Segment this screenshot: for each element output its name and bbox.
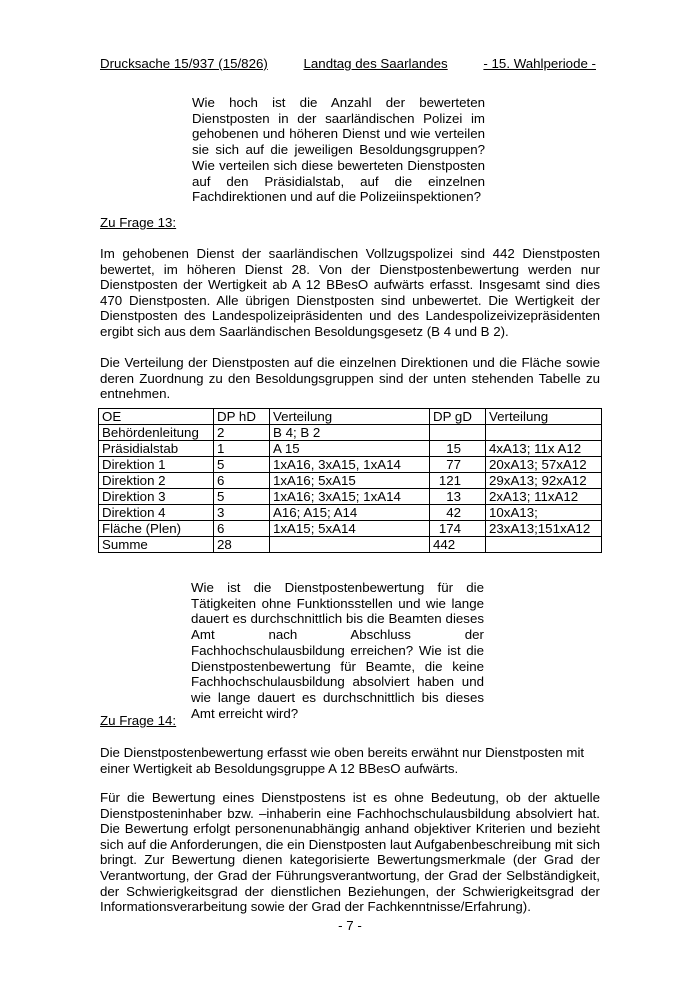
table-cell-dp-gd: 174 bbox=[430, 521, 486, 537]
answer-13-heading-label: Zu Frage 13: bbox=[100, 215, 177, 230]
table-row bbox=[99, 505, 602, 521]
table-cell-verteilung-gd: 23xA13;151xA12 bbox=[486, 521, 602, 537]
table-cell-verteilung-hd: B 4; B 2 bbox=[270, 425, 430, 441]
answer-14-paragraph-2: Für die Bewertung eines Dienstpostens ist es ohne Bedeutung, ob der aktuelle Dienstposteninhaber bzw. –inhaberin eine Fachhochschulausbildung absolviert hat. Die Bewertung erfolgt personenunabhängig anhand objektiver Kriterien und bezieht sich auf die Anforderungen, die ein Dienstposten laut Aufgabenbeschreibung mit sich bringt. Zur Bewertung dienen kategorisierte Bewertungsmerkmale (der Grad der Verantwortung, der Grad der Führungsverantwortung, der Grad der Selbständigkeit, der Schwierigkeitsgrad der dienstlichen Beziehungen, der Schwierigkeitsgrad der Informationsverarbeitung sowie der Grad der Fachkenntnisse/Erfahrung). bbox=[100, 790, 600, 915]
table-cell-oe: Direktion 4 bbox=[99, 505, 214, 521]
table-cell-oe: Präsidialstab bbox=[99, 441, 214, 457]
table-header-cell: Verteilung bbox=[270, 409, 430, 425]
table-cell-verteilung-gd: 10xA13; bbox=[486, 505, 602, 521]
answer-13-paragraph-1: Im gehobenen Dienst der saarländischen Vollzugspolizei sind 442 Dienstposten bewertet, im höheren Dienst 28. Von der Dienstpostenbewertung werden nur Dienstposten der Wertigkeit ab A 12 BBesO aufwärts erfasst. Insgesamt sind dies 470 Dienstposten. Alle übrigen Dienstposten sind unbewertet. Die Wertigkeit der Dienstposten des Landespolizeipräsidenten und des Landespolizeivizepräsidenten ergibt sich aus dem Saarländischen Besoldungsgesetz (B 4 und B 2). bbox=[100, 246, 600, 339]
table-header-cell: OE bbox=[99, 409, 214, 425]
answer-13-paragraph-2: Die Verteilung der Dienstposten auf die einzelnen Direktionen und die Fläche sowie deren Zuordnung zu den Besoldungsgruppen sind der unten stehenden Tabelle zu entnehmen. bbox=[100, 355, 600, 402]
question-14-text: Wie ist die Dienstpostenbewertung für die Tätigkeiten ohne Funktionsstellen und wie lange dauert es durchschnittlich bis die Beamten dieses Amt nach Abschluss der Fachhochschulausbildung erreichen? Wie ist die Dienstpostenbewertung für Beamte, die keine Fachhochschulausbildung absolviert haben und wie lange dauert es durchschnittlich bis dieses Amt erreicht wird? bbox=[191, 580, 484, 721]
header-wahlperiode: - 15. Wahlperiode - bbox=[483, 56, 596, 71]
table-cell-oe: Summe bbox=[99, 537, 214, 553]
table-cell-dp-gd: 13 bbox=[430, 489, 486, 505]
table-cell-verteilung-gd bbox=[486, 537, 602, 553]
table-cell-verteilung-hd: A 15 bbox=[270, 441, 430, 457]
table-row bbox=[99, 457, 602, 473]
answer-14-heading bbox=[100, 713, 176, 729]
table-cell-dp-gd: 442 bbox=[430, 537, 486, 553]
table-header-cell: DP hD bbox=[214, 409, 270, 425]
table-cell-dp-hd: 6 bbox=[214, 473, 270, 489]
table-cell-verteilung-hd: 1xA16; 3xA15; 1xA14 bbox=[270, 489, 430, 505]
table-header-cell: Verteilung bbox=[486, 409, 602, 425]
table-row bbox=[99, 425, 602, 441]
dienstposten-table bbox=[98, 408, 602, 553]
table-cell-dp-hd: 6 bbox=[214, 521, 270, 537]
table-cell-oe: Behördenleitung bbox=[99, 425, 214, 441]
table-cell-oe: Direktion 2 bbox=[99, 473, 214, 489]
table-cell-verteilung-hd: 1xA16; 5xA15 bbox=[270, 473, 430, 489]
table-cell-dp-gd: 121 bbox=[430, 473, 486, 489]
header-drucksache: Drucksache 15/937 (15/826) bbox=[100, 56, 268, 71]
table-cell-verteilung-hd: 1xA16, 3xA15, 1xA14 bbox=[270, 457, 430, 473]
table-row bbox=[99, 521, 602, 537]
answer-13-heading bbox=[100, 215, 176, 231]
table-header-cell: DP gD bbox=[430, 409, 486, 425]
table-cell-oe: Direktion 3 bbox=[99, 489, 214, 505]
table-cell-dp-gd bbox=[430, 425, 486, 441]
table-row bbox=[99, 473, 602, 489]
table-cell-verteilung-gd: 29xA13; 92xA12 bbox=[486, 473, 602, 489]
table-cell-dp-hd: 2 bbox=[214, 425, 270, 441]
question-13-text: Wie hoch ist die Anzahl der bewerteten Dienstposten in der saarländischen Polizei im gehobenen und höheren Dienst und wie verteilen sie sich auf die jeweiligen Besoldungsgruppen? Wie verteilen sich diese bewerteten Dienstposten auf den Präsidialstab, auf die einzelnen Fachdirektionen und auf die Polizeiinspektionen? bbox=[192, 95, 485, 205]
table-header-row bbox=[99, 409, 602, 425]
header-landtag: Landtag des Saarlandes bbox=[303, 56, 448, 71]
table-cell-dp-gd: 42 bbox=[430, 505, 486, 521]
table-cell-dp-hd: 28 bbox=[214, 537, 270, 553]
table-cell-dp-gd: 77 bbox=[430, 457, 486, 473]
answer-14-heading-label: Zu Frage 14: bbox=[100, 713, 177, 728]
table-cell-dp-gd: 15 bbox=[430, 441, 486, 457]
answer-14-paragraph-1: Die Dienstpostenbewertung erfasst wie oben bereits erwähnt nur Dienstposten mit einer Wertigkeit ab Besoldungsgruppe A 12 BBesO aufwärts. bbox=[100, 745, 585, 776]
table-cell-oe: Direktion 1 bbox=[99, 457, 214, 473]
table-cell-oe: Fläche (Plen) bbox=[99, 521, 214, 537]
table-cell-verteilung-hd: A16; A15; A14 bbox=[270, 505, 430, 521]
table-cell-verteilung-gd: 2xA13; 11xA12 bbox=[486, 489, 602, 505]
page-number: - 7 - bbox=[338, 918, 362, 933]
table-cell-dp-hd: 3 bbox=[214, 505, 270, 521]
table-cell-dp-hd: 1 bbox=[214, 441, 270, 457]
table-cell-verteilung-gd: 20xA13; 57xA12 bbox=[486, 457, 602, 473]
table-cell-verteilung-hd bbox=[270, 537, 430, 553]
page-header bbox=[100, 56, 596, 72]
table-cell-dp-hd: 5 bbox=[214, 457, 270, 473]
table-cell-verteilung-hd: 1xA15; 5xA14 bbox=[270, 521, 430, 537]
table-cell-verteilung-gd bbox=[486, 425, 602, 441]
table-row bbox=[99, 441, 602, 457]
table-row-summe bbox=[99, 537, 602, 553]
table-row bbox=[99, 489, 602, 505]
table-cell-verteilung-gd: 4xA13; 11x A12 bbox=[486, 441, 602, 457]
table-cell-dp-hd: 5 bbox=[214, 489, 270, 505]
